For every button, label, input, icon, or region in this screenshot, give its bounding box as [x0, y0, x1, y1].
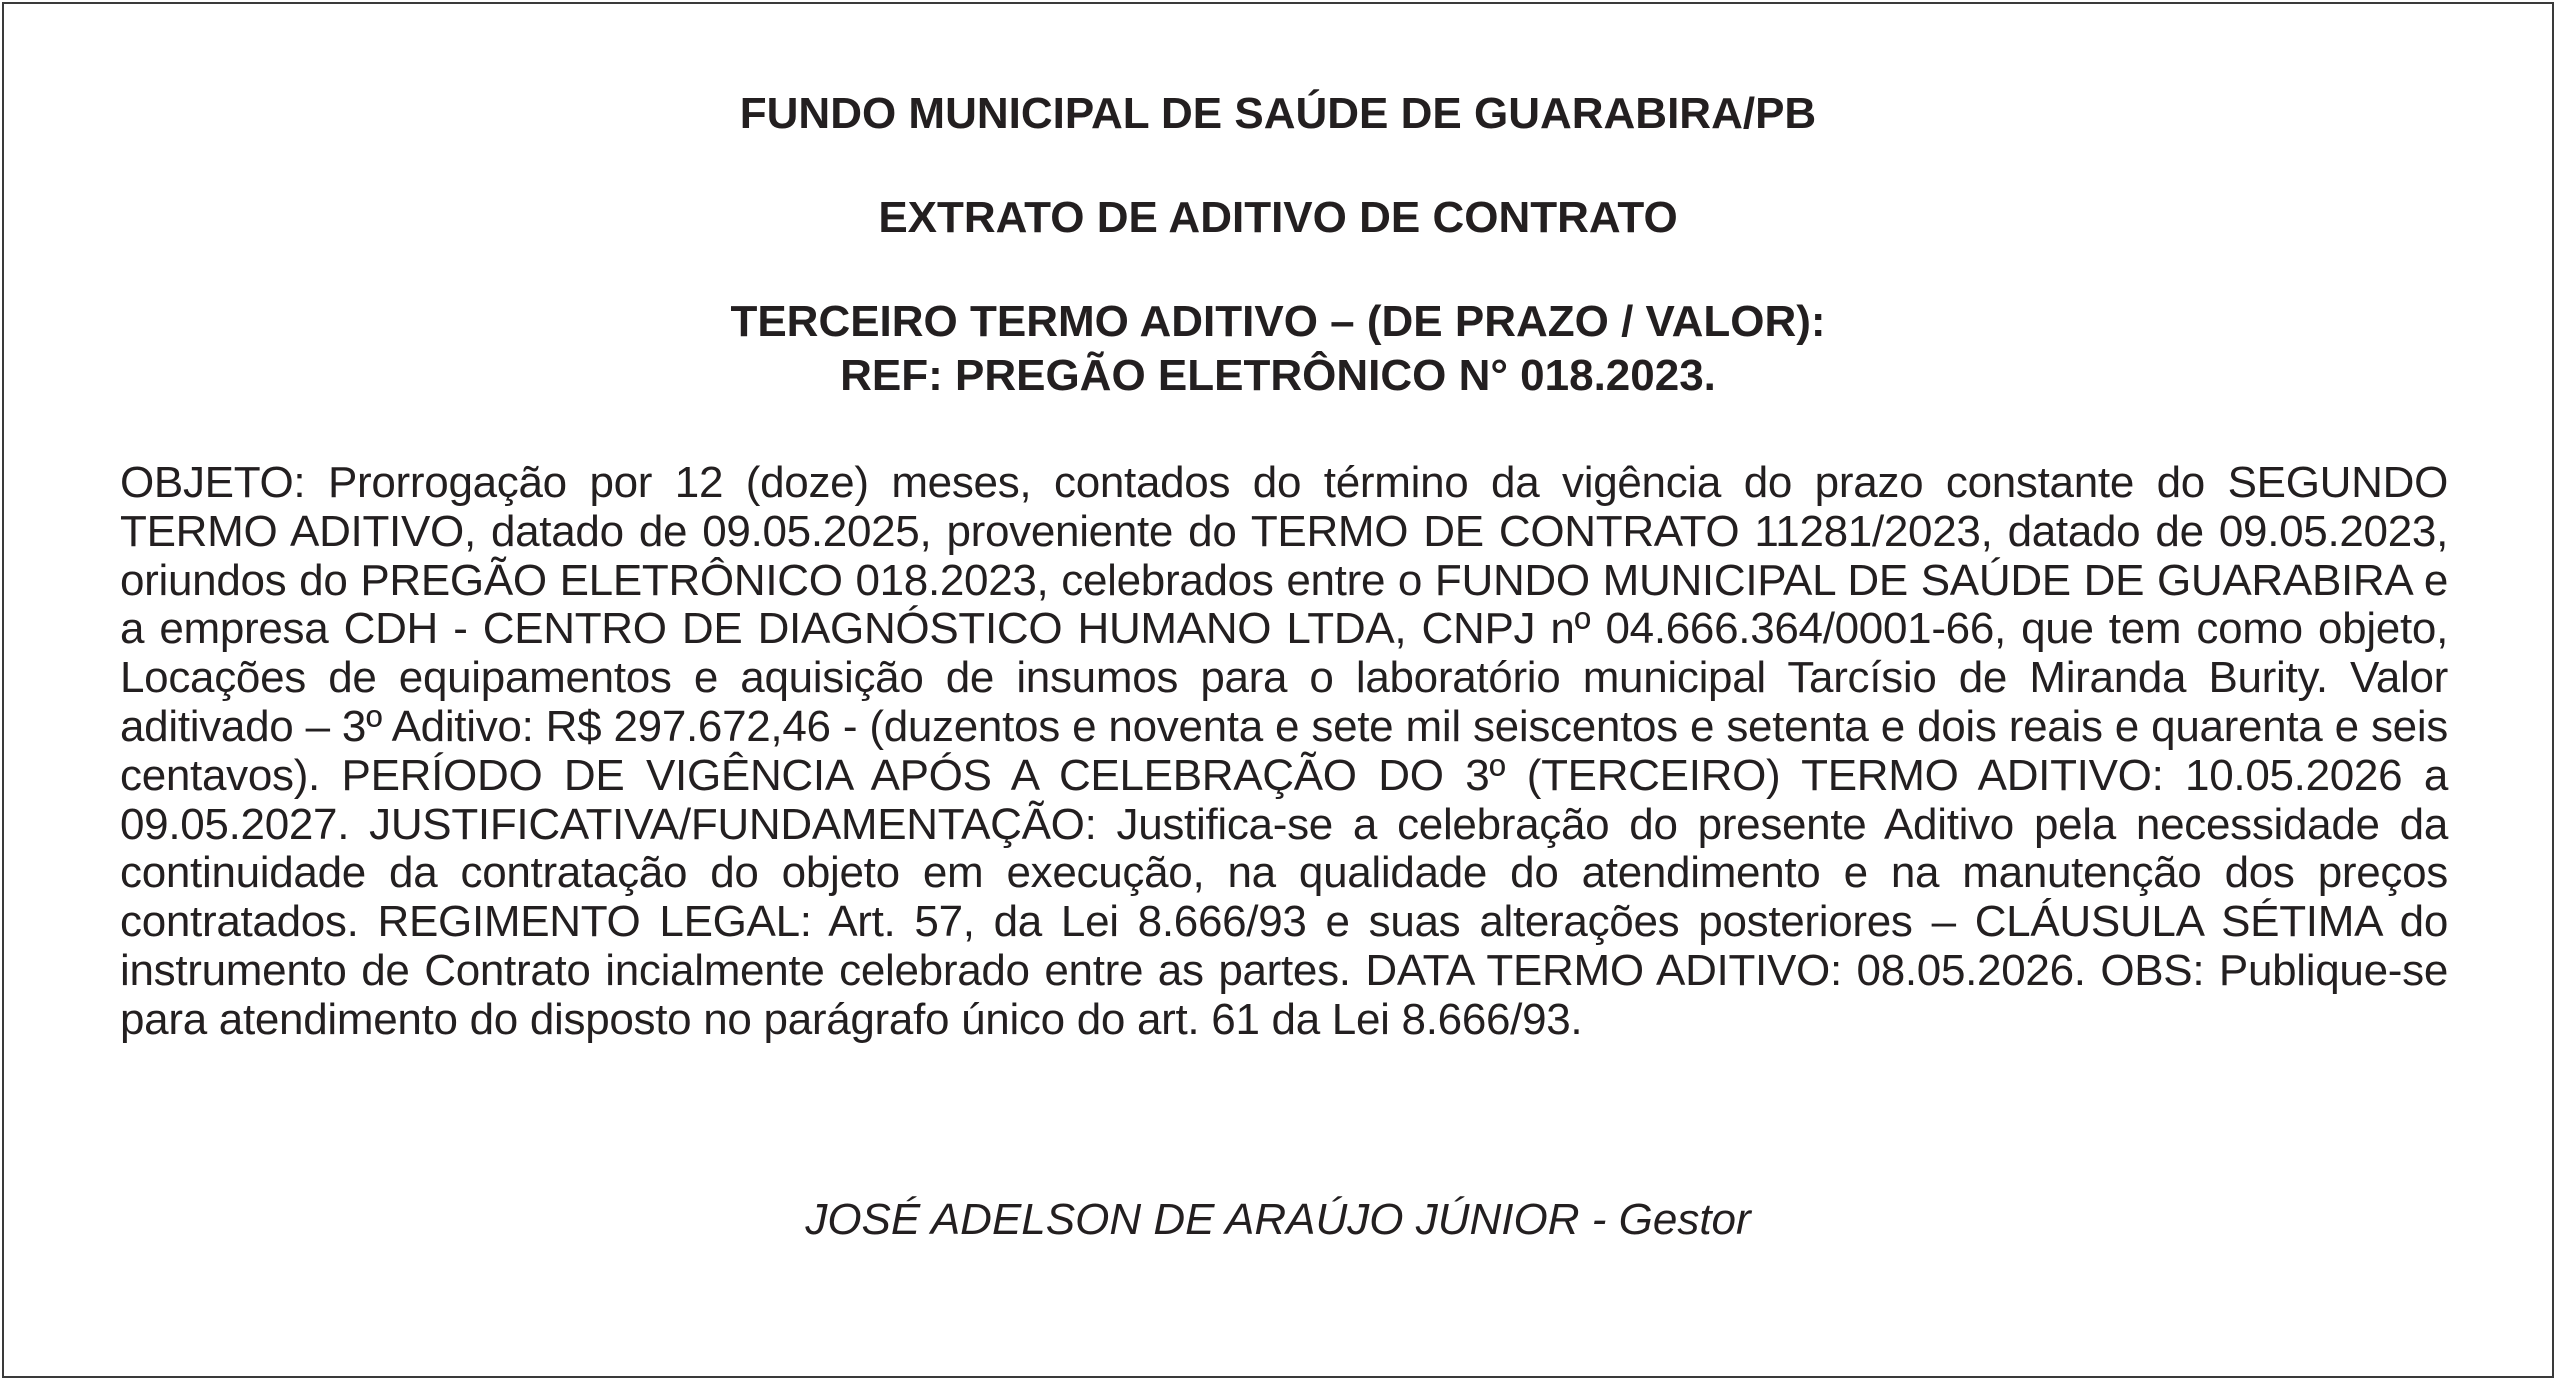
signature-line: JOSÉ ADELSON DE ARAÚJO JÚNIOR - Gestor	[805, 1195, 1751, 1244]
document-title: EXTRATO DE ADITIVO DE CONTRATO	[878, 193, 1678, 242]
reference-line: REF: PREGÃO ELETRÔNICO N° 018.2023.	[840, 351, 1716, 400]
body-paragraph: OBJETO: Prorrogação por 12 (doze) meses, contados do término da vigência do prazo constante do SEGUNDO TERMO ADITIVO, datado de 09.05.2025, proveniente do TERMO DE CONTRATO 11281/2023, datado de 09.05.2023, oriundos do PREGÃO ELETRÔNICO 018.2023, celebrados entre o FUNDO MUNICIPAL DE SAÚDE DE GUARABIRA e a empresa CDH - CENTRO DE DIAGNÓSTICO HUMANO LTDA, CNPJ nº 04.666.364/0001-66, que tem como objeto, Locações de equipamentos e aquisição de insumos para o laboratório municipal Tarcísio de Miranda Burity. Valor aditivado – 3º Aditivo: R$ 297.672,46 - (duzentos e noventa e sete mil seiscentos e setenta e dois reais e quarenta e seis centavos). PERÍODO DE VIGÊNCIA APÓS A CELEBRAÇÃO DO 3º (TERCEIRO) TERMO ADITIVO: 10.05.2026 a 09.05.2027. JUSTIFICATIVA/FUNDAMENTAÇÃO: Justifica-se a celebração do presente Aditivo pela necessidade da continuidade da contratação do objeto em execução, na qualidade do atendimento e na manutenção dos preços contratados. REGIMENTO LEGAL: Art. 57, da Lei 8.666/93 e suas alterações posteriores – CLÁUSULA SÉTIMA do instrumento de Contrato incialmente celebrado entre as partes. DATA TERMO ADITIVO: 08.05.2026. OBS: Publique-se para atendimento do disposto no parágrafo único do art. 61 da Lei 8.666/93.	[120, 458, 2448, 1044]
document-frame	[2, 2, 2554, 1378]
amendment-title: TERCEIRO TERMO ADITIVO – (DE PRAZO / VALOR):	[730, 297, 1826, 346]
institution-title: FUNDO MUNICIPAL DE SAÚDE DE GUARABIRA/PB	[739, 89, 1817, 138]
